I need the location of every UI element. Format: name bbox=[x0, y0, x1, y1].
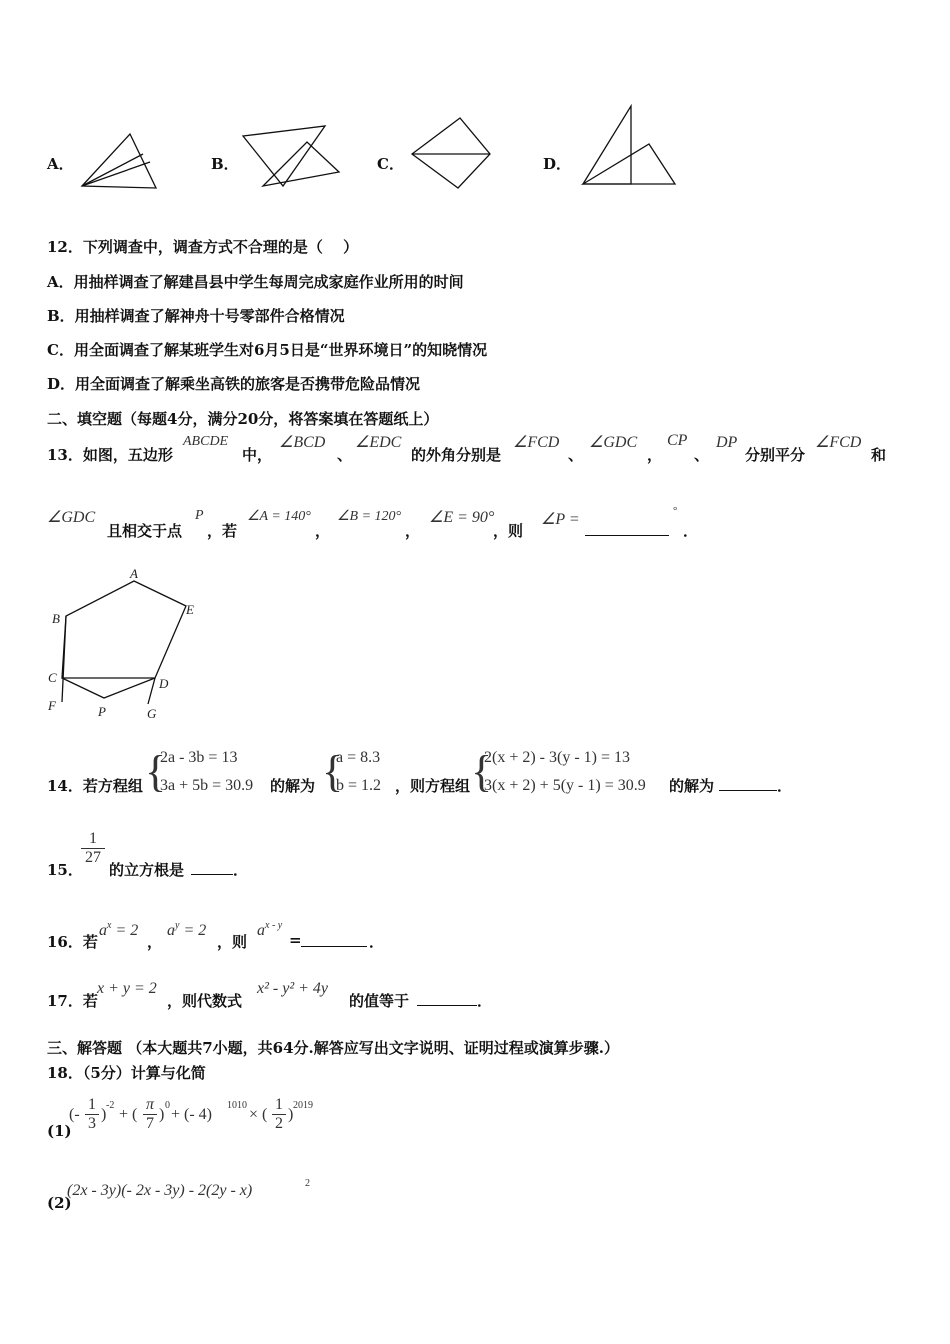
system-3-line-1: 2(x + 2) - 3(y - 1) = 13 bbox=[484, 749, 631, 766]
math-angle-gdc: ∠GDC bbox=[589, 434, 638, 451]
q13-line-1: 13．如图，五边形 ABCDE 中， ∠BCD 、 ∠EDC 的外角分别是 ∠FCD 、 ∠GDC ， CP 、 DP 分别平分 ∠FCD 和 bbox=[47, 432, 887, 464]
vertex-label-c: C bbox=[48, 670, 57, 685]
math-angle-fcd-2: ∠FCD bbox=[815, 434, 862, 451]
q18-part-1: (1) (- $\frac{1}{3}$ ) -2 + ( $\frac{\pi}{7}$ ) 0 + (- 4) 1010 × ( $\frac{1}{2}$ ) 2019 bbox=[47, 1096, 313, 1140]
q13-line-2: ∠GDC 且相交于点 P ，若 ∠A = 140° ， ∠B = 120° ， ∠E = 90° ，则 ∠P = ° ． bbox=[47, 505, 699, 540]
q12-stem: 12．下列调查中，调查方式不合理的是（ ） bbox=[47, 238, 359, 256]
vertex-label-p: P bbox=[98, 704, 106, 719]
q18-title: 18．（5分）计算与化简 bbox=[47, 1064, 206, 1082]
system-2-line-2: b = 1.2 bbox=[336, 777, 382, 794]
q16-line: 16．若 $a^x = 2$ ， $a^y = 2$ ，则 $a^{x - y}$ = ． bbox=[47, 920, 385, 951]
q17-line: 17．若 x + y = 2 ，则代数式 x² - y² + 4y 的值等于 ． bbox=[47, 980, 493, 1010]
section-solve-title: 三、解答题 （本大题共7小题，共64分.解答应写出文字说明、证明过程或演算步骤.） bbox=[47, 1039, 619, 1057]
option-b-figure bbox=[243, 124, 343, 190]
q17-answer-blank[interactable] bbox=[417, 991, 477, 1006]
q12-option-b: B．用抽样调查了解神舟十号零部件合格情况 bbox=[47, 307, 345, 325]
q13-answer-blank[interactable] bbox=[585, 521, 669, 536]
option-d-figure bbox=[581, 104, 677, 188]
q12-option-a: A．用抽样调查了解建昌县中学生每周完成家庭作业所用的时间 bbox=[47, 273, 464, 291]
q15-line: 15． $\frac{1}{27}$ 的立方根是 ． bbox=[47, 830, 249, 879]
q12-option-d: D．用全面调查了解乘坐高铁的旅客是否携带危险品情况 bbox=[47, 375, 421, 393]
math-x-plus-y: x + y = 2 bbox=[97, 980, 157, 997]
math-abcde: ABCDE bbox=[183, 434, 229, 449]
math-a-pow-y: $a^y = 2$ bbox=[167, 920, 207, 939]
fraction-pi-7: $\frac{\pi}{7}$ bbox=[143, 1096, 157, 1133]
q14-line: 14．若方程组 { 2a - 3b = 13 3a + 5b = 30.9 的解为 { a = 8.3 b = 1.2 ，则方程组 { 2(x + 2) - 3(y - 1) = 13 3(x + 2) + 5(y - 1) = 30.9 的解为 ． bbox=[47, 747, 793, 796]
math-dp: DP bbox=[716, 434, 738, 451]
math-cp: CP bbox=[667, 432, 688, 449]
vertex-label-b: B bbox=[52, 611, 60, 626]
system-1-line-2: 3a + 5b = 30.9 bbox=[160, 777, 254, 794]
q15-answer-blank[interactable] bbox=[191, 860, 233, 875]
fraction-1-3: $\frac{1}{3}$ bbox=[85, 1096, 99, 1133]
system-3-line-2: 3(x + 2) + 5(y - 1) = 30.9 bbox=[484, 777, 646, 794]
math-a-pow-x: $a^x = 2$ bbox=[99, 920, 139, 939]
fraction-1-2: $\frac{1}{2}$ bbox=[272, 1096, 286, 1133]
vertex-label-a: A bbox=[130, 566, 138, 581]
q14-answer-blank[interactable] bbox=[719, 776, 777, 791]
math-angle-e: ∠E = 90° bbox=[429, 509, 495, 526]
math-expression: x² - y² + 4y bbox=[257, 980, 329, 997]
option-a-label: A． bbox=[47, 155, 74, 173]
math-angle-a: ∠A = 140° bbox=[247, 509, 311, 524]
q18-part-2: (2) (2x - 3y)(- 2x - 3y) - 2(2y - x) 2 bbox=[47, 1178, 310, 1212]
math-angle-bcd: ∠BCD bbox=[279, 434, 326, 451]
math-p: P bbox=[195, 508, 204, 523]
math-angle-b: ∠B = 120° bbox=[337, 509, 402, 524]
system-2-line-1: a = 8.3 bbox=[336, 749, 381, 766]
q12-option-c: C．用全面调查了解某班学生对6月5日是“世界环境日”的知晓情况 bbox=[47, 341, 488, 359]
math-a-pow-x-minus-y: $a^{x - y}$ bbox=[257, 920, 283, 939]
section-fill-in-title: 二、填空题（每题4分，满分20分，将答案填在答题纸上） bbox=[47, 410, 439, 428]
option-d-label: D． bbox=[543, 155, 572, 173]
vertex-label-f: F bbox=[48, 698, 56, 713]
math-angle-fcd: ∠FCD bbox=[513, 434, 560, 451]
math-angle-gdc-2: ∠GDC bbox=[47, 509, 96, 526]
q13-pentagon-figure bbox=[40, 564, 210, 724]
math-expression-2: (2x - 3y)(- 2x - 3y) - 2(2y - x) bbox=[67, 1182, 253, 1199]
math-angle-edc: ∠EDC bbox=[355, 434, 402, 451]
vertex-label-d: D bbox=[159, 676, 169, 691]
vertex-label-e: E bbox=[186, 602, 194, 617]
option-c-figure bbox=[410, 116, 494, 192]
q16-answer-blank[interactable] bbox=[301, 932, 367, 947]
vertex-label-g: G bbox=[147, 706, 157, 721]
math-angle-p: ∠P = bbox=[541, 511, 580, 528]
fraction-1-27: $\frac{1}{27}$ bbox=[81, 830, 105, 867]
option-a-figure bbox=[80, 130, 160, 190]
option-b-label: B． bbox=[211, 155, 239, 173]
option-c-label: C． bbox=[377, 155, 404, 173]
system-1-line-1: 2a - 3b = 13 bbox=[160, 749, 238, 766]
